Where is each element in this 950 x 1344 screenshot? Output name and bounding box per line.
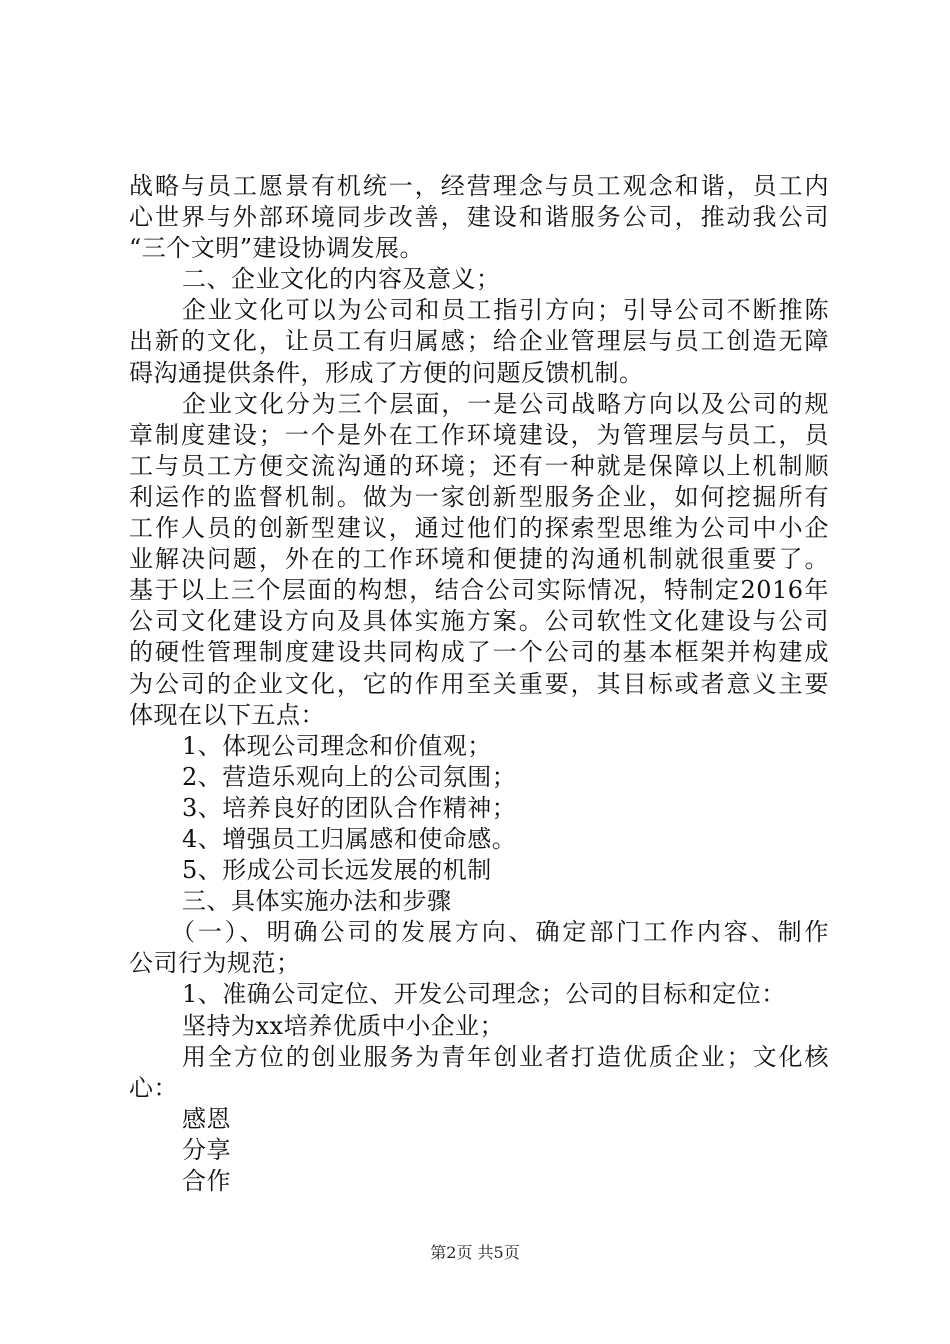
page-number: 第2页 共5页 (430, 1243, 520, 1262)
list-item: 1、体现公司理念和价值观； (182, 731, 492, 760)
culture-value: 合作 (182, 1167, 231, 1195)
text-line: 用全方位的创业服务为青年创业者打造优质企业；文化核 (182, 1042, 829, 1071)
list-item: 5、形成公司长远发展的机制 (182, 856, 492, 885)
list-item: 3、培养良好的团队合作精神； (182, 793, 517, 822)
text-line: “三个文明”建设协调发展。 (129, 234, 425, 263)
text-line: 企业文化分为三个层面，一是公司战略方向以及公司的规 (182, 389, 829, 418)
culture-value: 分享 (182, 1135, 231, 1164)
text-line: 出新的文化，让员工有归属感；给企业管理层与员工创造无障 (129, 327, 829, 356)
text-line: 公司文化建设方向及具体实施方案。公司软性文化建设与公司 (129, 607, 829, 636)
text-line: 公司行为规范； (129, 949, 301, 978)
text-line: 体现在以下五点： (129, 700, 325, 729)
text-line: 心： (129, 1073, 178, 1102)
section-heading: 二、企业文化的内容及意义； (182, 265, 501, 294)
text-line: 企业文化可以为公司和员工指引方向；引导公司不断推陈 (182, 296, 829, 325)
text-line: 坚持为xx培养优质中小企业； (182, 1011, 505, 1040)
text-line: 碍沟通提供条件，形成了方便的问题反馈机制。 (129, 358, 644, 387)
text-line: 的硬性管理制度建设共同构成了一个公司的基本框架并构建成 (129, 638, 829, 667)
subsection-heading: （一）、明确公司的发展方向、确定部门工作内容、制作 (171, 918, 829, 947)
text-line: 心世界与外部环境同步改善，建设和谐服务公司，推动我公司 (129, 203, 829, 232)
list-item: 2、营造乐观向上的公司氛围； (182, 762, 517, 791)
text-line: 工作人员的创新型建议，通过他们的探索型思维为公司中小企 (129, 514, 829, 543)
document-body (129, 171, 829, 1197)
text-line: 为公司的企业文化，它的作用至关重要，其目标或者意义主要 (129, 669, 829, 698)
text-line: 利运作的监督机制。做为一家创新型服务企业，如何挖掘所有 (129, 482, 829, 511)
section-heading: 三、具体实施办法和步骤 (182, 887, 452, 916)
text-line: 业解决问题，外在的工作环境和便捷的沟通机制就很重要了。 (129, 545, 829, 574)
list-item: 1、准确公司定位、开发公司理念；公司的目标和定位： (182, 980, 786, 1009)
text-line: 基于以上三个层面的构想，结合公司实际情况，特制定2016年 (129, 576, 829, 605)
text-line: 章制度建设；一个是外在工作环境建设，为管理层与员工，员 (129, 420, 829, 449)
text-line: 战略与员工愿景有机统一，经营理念与员工观念和谐，员工内 (129, 172, 829, 200)
list-item: 4、增强员工归属感和使命感。 (182, 824, 517, 853)
culture-value: 感恩 (182, 1104, 231, 1133)
text-line: 工与员工方便交流沟通的环境；还有一种就是保障以上机制顺 (129, 451, 829, 480)
